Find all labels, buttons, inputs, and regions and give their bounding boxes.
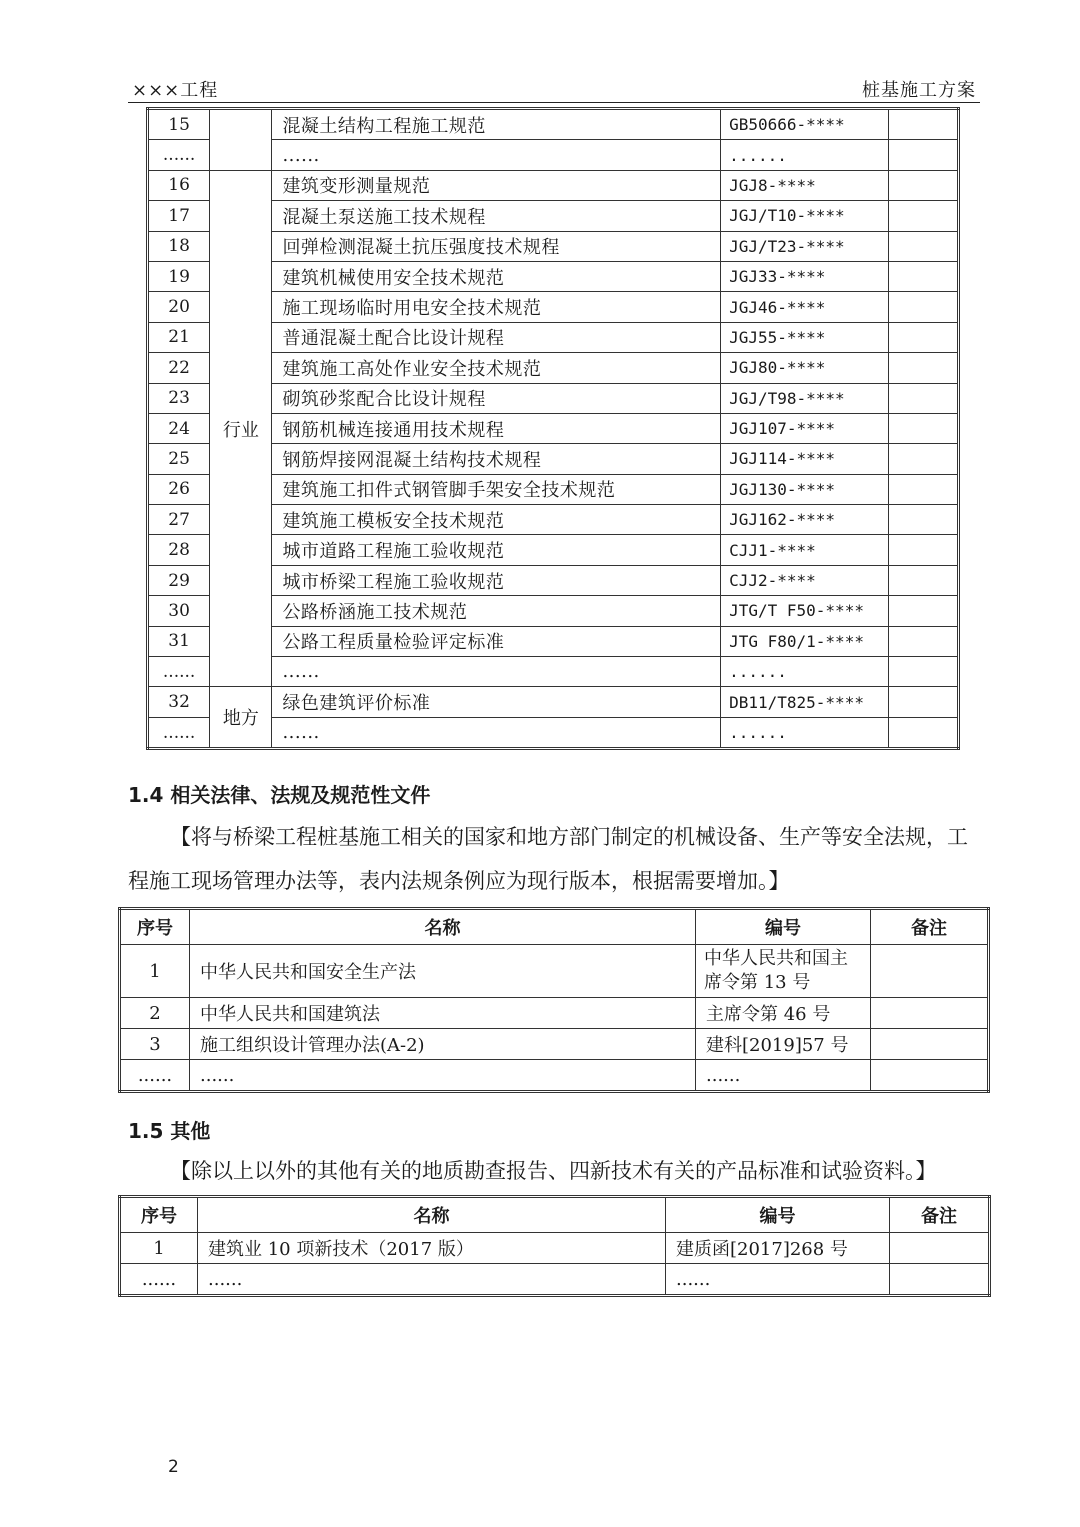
remark-cell (888, 474, 958, 504)
row-number: 23 (148, 383, 210, 413)
law-code: 中华人民共和国主席令第 13 号 (696, 945, 871, 998)
category-local: 地方 (210, 687, 272, 749)
remark-cell (888, 626, 958, 656)
row-number: 32 (148, 687, 210, 717)
remark-cell (890, 1264, 990, 1296)
standard-code: ...... (721, 717, 889, 748)
row-number: 1 (120, 1233, 198, 1264)
row-number: ...... (148, 657, 210, 687)
standard-code: DB11/T825-**** (721, 687, 889, 717)
standard-name: 城市桥梁工程施工验收规范 (272, 565, 721, 595)
standard-code: JTG/T F50-**** (721, 596, 889, 626)
standard-name: ...... (272, 717, 721, 748)
page-number: 2 (168, 1457, 179, 1477)
standard-code: JTG F80/1-**** (721, 626, 889, 656)
remark-cell (888, 535, 958, 565)
remark-cell (871, 1060, 989, 1092)
standard-name: ...... (272, 657, 721, 687)
remark-cell (888, 201, 958, 231)
standard-code: JGJ107-**** (721, 413, 889, 443)
standard-name: 建筑机械使用安全技术规范 (272, 261, 721, 291)
row-number: 28 (148, 535, 210, 565)
remark-cell (888, 383, 958, 413)
law-name: 中华人民共和国安全生产法 (190, 945, 696, 998)
standard-code: JGJ130-**** (721, 474, 889, 504)
standard-name: 建筑变形测量规范 (272, 170, 721, 200)
table-row (148, 109, 959, 140)
standard-code: JGJ/T10-**** (721, 201, 889, 231)
remark-cell (888, 292, 958, 322)
header-document-title: 桩基施工方案 (862, 80, 976, 101)
laws-table (118, 907, 990, 1093)
table-row (148, 170, 959, 200)
row-number: 21 (148, 322, 210, 352)
standard-name: 钢筋焊接网混凝土结构技术规程 (272, 444, 721, 474)
section-note-other: 【除以上以外的其他有关的地质勘查报告、四新技术有关的产品标准和试验资料。】 (170, 1159, 937, 1183)
law-code: 主席令第 46 号 (696, 998, 871, 1029)
other-table (118, 1195, 991, 1297)
row-number: 16 (148, 170, 210, 200)
header-code: 编号 (666, 1197, 890, 1233)
remark-cell (888, 596, 958, 626)
remark-cell (888, 657, 958, 687)
remark-cell (888, 505, 958, 535)
section-title-laws: 1.4 相关法律、法规及规范性文件 (128, 783, 431, 807)
row-number: 3 (120, 1029, 190, 1060)
law-code: 建科[2019]57 号 (696, 1029, 871, 1060)
standard-name: 建筑施工模板安全技术规范 (272, 505, 721, 535)
table-row (120, 1233, 990, 1264)
table-header-row (120, 909, 989, 945)
page-header (128, 76, 980, 103)
remark-cell (888, 717, 958, 748)
remark-cell (888, 322, 958, 352)
header-name: 名称 (190, 909, 696, 945)
remark-cell (871, 1029, 989, 1060)
remark-cell (888, 444, 958, 474)
standard-name: 公路桥涵施工技术规范 (272, 596, 721, 626)
table-row (120, 1029, 989, 1060)
remark-cell (888, 140, 958, 170)
table-row (120, 1264, 990, 1296)
standard-name: 施工现场临时用电安全技术规范 (272, 292, 721, 322)
item-name: 建筑业 10 项新技术（2017 版） (198, 1233, 666, 1264)
row-number: 2 (120, 998, 190, 1029)
table-header-row (120, 1197, 990, 1233)
standard-name: 砌筑砂浆配合比设计规程 (272, 383, 721, 413)
remark-cell (888, 170, 958, 200)
standard-name: 城市道路工程施工验收规范 (272, 535, 721, 565)
standard-name: 普通混凝土配合比设计规程 (272, 322, 721, 352)
remark-cell (890, 1233, 990, 1264)
item-name: ...... (198, 1264, 666, 1296)
standard-code: JGJ114-**** (721, 444, 889, 474)
standard-code: JGJ55-**** (721, 322, 889, 352)
standard-name: 建筑施工高处作业安全技术规范 (272, 353, 721, 383)
standard-code: ...... (721, 140, 889, 170)
row-number: ...... (148, 140, 210, 170)
law-code: ...... (696, 1060, 871, 1092)
row-number: 29 (148, 565, 210, 595)
row-number: 30 (148, 596, 210, 626)
table-row (120, 945, 989, 998)
row-number: 26 (148, 474, 210, 504)
standard-code: GB50666-**** (721, 109, 889, 140)
row-number: 27 (148, 505, 210, 535)
standard-code: JGJ33-**** (721, 261, 889, 291)
standard-code: JGJ162-**** (721, 505, 889, 535)
row-number: 22 (148, 353, 210, 383)
section-note-laws: 【将与桥梁工程桩基施工相关的国家和地方部门制定的机械设备、生产等安全法规，工程施工现场管理办法等，表内法规条例应为现行版本，根据需要增加。】 (128, 825, 968, 893)
standard-name: 钢筋机械连接通用技术规程 (272, 413, 721, 443)
row-number: ...... (120, 1060, 190, 1092)
remark-cell (888, 231, 958, 261)
standard-code: JGJ80-**** (721, 353, 889, 383)
remark-cell (888, 565, 958, 595)
standard-name: 绿色建筑评价标准 (272, 687, 721, 717)
remark-cell (871, 998, 989, 1029)
table-row (120, 1060, 989, 1092)
standard-code: CJJ1-**** (721, 535, 889, 565)
section-title-other: 1.5 其他 (128, 1119, 211, 1143)
standard-name: 混凝土结构工程施工规范 (272, 109, 721, 140)
category-cell (210, 109, 272, 171)
standard-code: ...... (721, 657, 889, 687)
row-number: ...... (148, 717, 210, 748)
remark-cell (888, 261, 958, 291)
row-number: 18 (148, 231, 210, 261)
remark-cell (888, 353, 958, 383)
row-number: 25 (148, 444, 210, 474)
standard-name: 回弹检测混凝土抗压强度技术规程 (272, 231, 721, 261)
header-number: 序号 (120, 909, 190, 945)
header-code: 编号 (696, 909, 871, 945)
row-number: 20 (148, 292, 210, 322)
remark-cell (871, 945, 989, 998)
standard-name: 建筑施工扣件式钢管脚手架安全技术规范 (272, 474, 721, 504)
standard-name: ...... (272, 140, 721, 170)
standard-name: 公路工程质量检验评定标准 (272, 626, 721, 656)
standard-code: JGJ/T98-**** (721, 383, 889, 413)
row-number: 19 (148, 261, 210, 291)
header-name: 名称 (198, 1197, 666, 1233)
row-number: 15 (148, 109, 210, 140)
standards-table (146, 107, 960, 750)
row-number: ...... (120, 1264, 198, 1296)
law-name: ...... (190, 1060, 696, 1092)
remark-cell (888, 109, 958, 140)
item-code: ...... (666, 1264, 890, 1296)
item-code: 建质函[2017]268 号 (666, 1233, 890, 1264)
header-project-title: ×××工程 (132, 80, 219, 101)
category-industry: 行业 (210, 170, 272, 687)
table-row (120, 998, 989, 1029)
row-number: 31 (148, 626, 210, 656)
standard-code: CJJ2-**** (721, 565, 889, 595)
standard-code: JGJ/T23-**** (721, 231, 889, 261)
header-remark: 备注 (871, 909, 989, 945)
row-number: 24 (148, 413, 210, 443)
law-name: 中华人民共和国建筑法 (190, 998, 696, 1029)
standard-code: JGJ46-**** (721, 292, 889, 322)
remark-cell (888, 413, 958, 443)
remark-cell (888, 687, 958, 717)
table-row (148, 687, 959, 717)
header-number: 序号 (120, 1197, 198, 1233)
row-number: 17 (148, 201, 210, 231)
row-number: 1 (120, 945, 190, 998)
law-name: 施工组织设计管理办法(A-2) (190, 1029, 696, 1060)
header-remark: 备注 (890, 1197, 990, 1233)
standard-name: 混凝土泵送施工技术规程 (272, 201, 721, 231)
standard-code: JGJ8-**** (721, 170, 889, 200)
